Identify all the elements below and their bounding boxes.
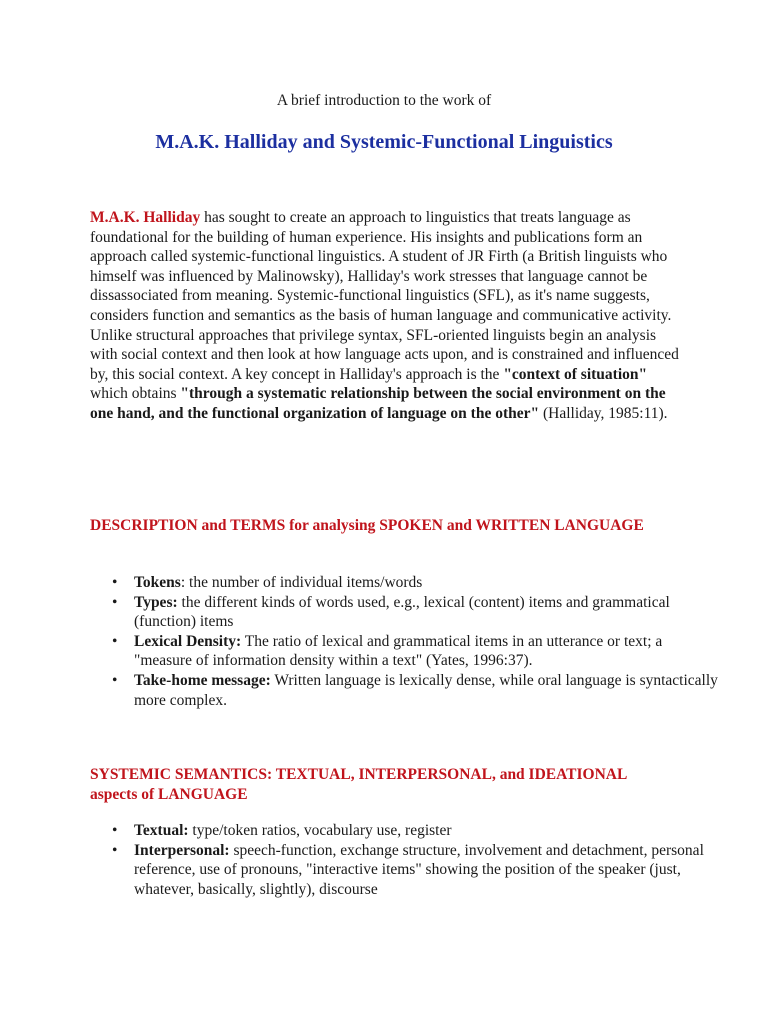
term-description: speech-function, exchange structure, involvement and detachment, personal reference, use of pronouns, "interactive items" showing the position of the speaker (just, whatever, basically, slightly), discourse <box>134 841 704 898</box>
term-label: Interpersonal: <box>134 841 230 859</box>
term-description: type/token ratios, vocabulary use, register <box>188 822 452 839</box>
term-label: Tokens <box>134 574 181 591</box>
list-item-interpersonal <box>134 841 724 900</box>
term-description: Written language is lexically dense, while oral language is syntactically more complex. <box>134 671 718 709</box>
paragraph-text-2: which obtains <box>90 385 181 403</box>
term-label: Types: <box>134 593 178 611</box>
term-label: Take-home message: <box>134 671 271 689</box>
paragraph-text-1: has sought to create an approach to linguistics that treats language as foundational for the building of human experience. His insights and publications form an approach called systemic-functional linguistics. A student of JR Firth (a British linguists who himself was influenced by Malinowsky), Halliday's work stresses that language cannot be dissassociated from meaning. Systemic-functional linguistics (SFL), as it's name suggests, considers function and semantics as the basis of human language and communicative activity. Unlike structural approaches that privilege syntax, SFL-oriented linguists begin an analysis with social context and then look at how language acts upon, and is constrained and influenced by, this social context. A key concept in Halliday's approach is the <box>90 209 679 383</box>
term-label: Textual: <box>134 822 189 839</box>
paragraph-text-3: (Halliday, 1985:11). <box>539 404 668 422</box>
term-description: the different kinds of words used, e.g., lexical (content) items and grammatical (function) items <box>134 593 670 631</box>
term-label: Lexical Density: <box>134 632 242 650</box>
list-item-tokens <box>134 573 724 593</box>
term-description: : the number of individual items/words <box>180 574 423 591</box>
section-heading-systemic-semantics: SYSTEMIC SEMANTICS: TEXTUAL, INTERPERSONAL, and IDEATIONAL aspects of LANGUAGE <box>90 766 627 803</box>
intro-paragraph <box>90 208 685 424</box>
list-item-lexical-density <box>134 632 724 671</box>
halliday-quote: "through a systematic relationship between the social environment on the one hand, and the functional organization of language on the other" <box>90 385 666 422</box>
section-heading-description-terms: DESCRIPTION and TERMS for analysing SPOKEN and WRITTEN LANGUAGE <box>90 517 644 534</box>
context-of-situation-term: "context of situation" <box>503 365 648 383</box>
terms-list <box>90 573 724 710</box>
intro-line: A brief introduction to the work of <box>276 92 492 109</box>
list-item-types <box>134 593 724 632</box>
list-item-textual <box>134 821 724 841</box>
semantics-list <box>90 821 724 899</box>
page-title: M.A.K. Halliday and Systemic-Functional Linguistics <box>155 131 613 153</box>
author-name: M.A.K. Halliday <box>90 209 201 226</box>
list-item-take-home-message <box>134 671 724 710</box>
term-description: The ratio of lexical and grammatical items in an utterance or text; a "measure of information density within a text" (Yates, 1996:37). <box>134 632 663 670</box>
